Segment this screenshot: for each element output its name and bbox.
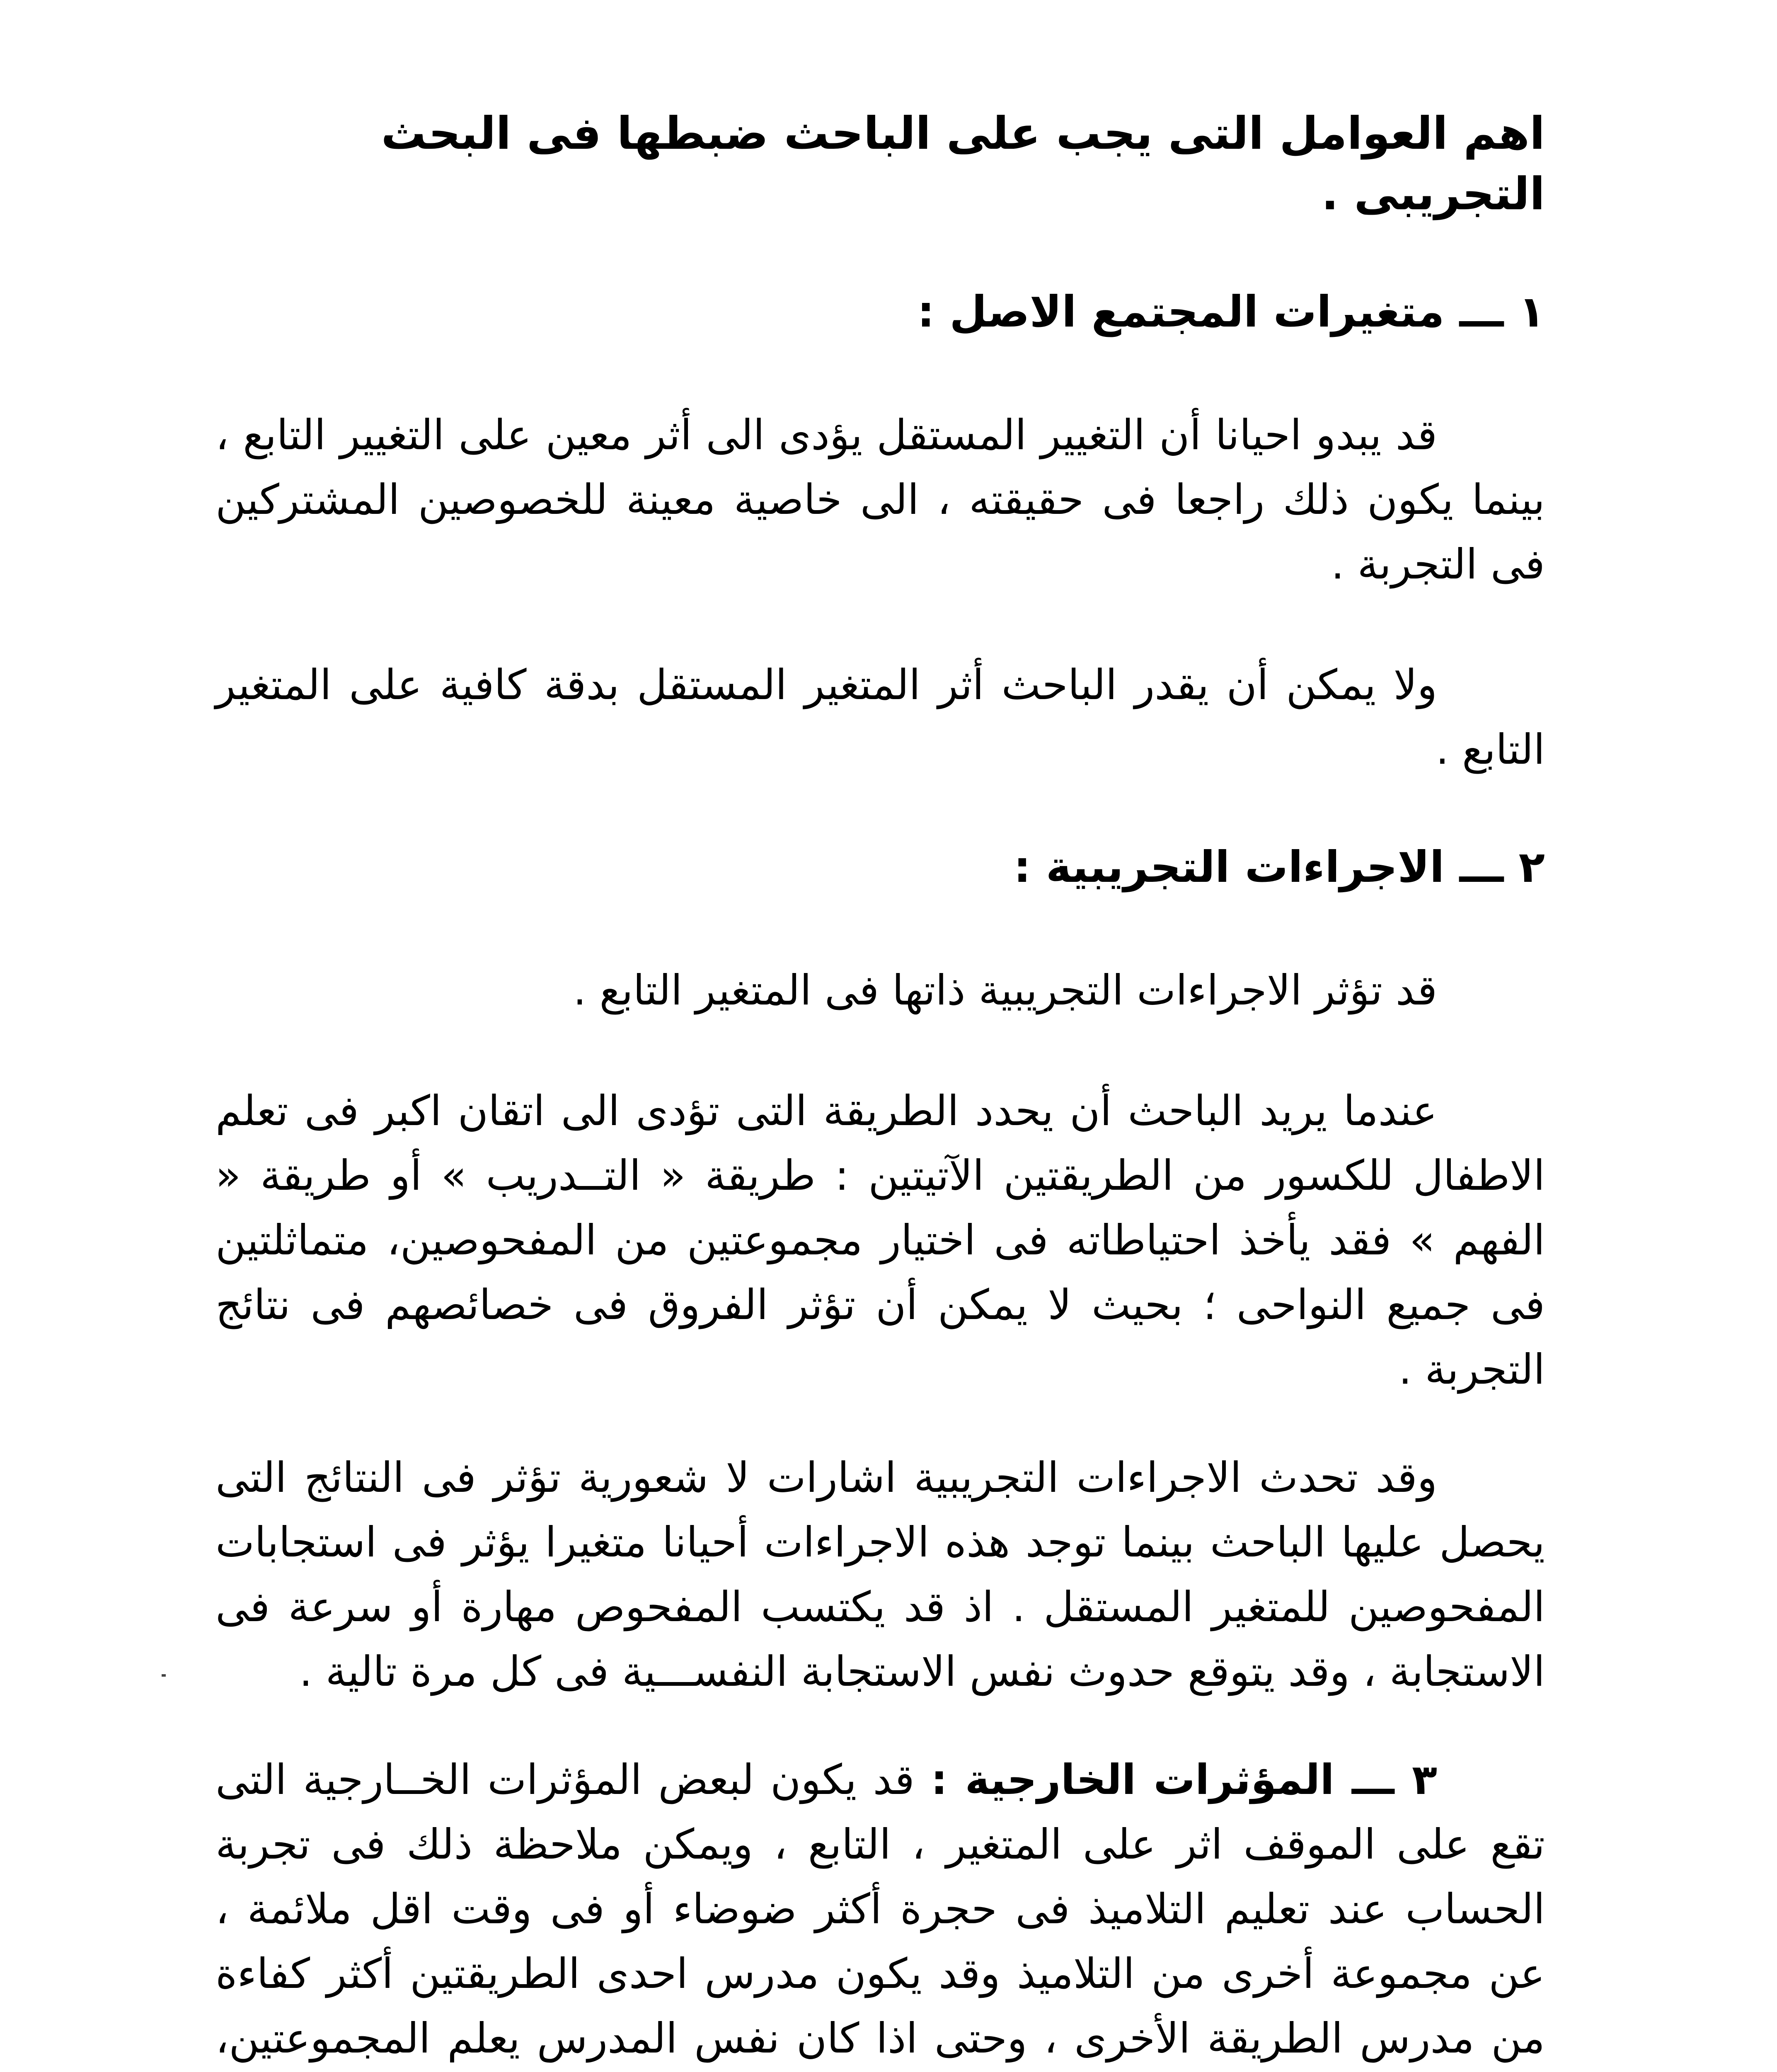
section-3-paragraph-1 xyxy=(215,1748,1545,2072)
section-1-paragraph-2: ولا يمكن أن يقدر الباحث أثر المتغير المستقل بدقة كافية على المتغير التابع . xyxy=(215,660,1545,774)
section-3-heading: ٣ ـــ المؤثرات الخارجية : xyxy=(931,1755,1438,1804)
section-1-paragraph-1: قد يبدو احيانا أن التغيير المستقل يؤدى الى أثر معين على التغيير التابع ، بينما يكون ذلك راجعا فى حقيقته ، الى خاصية معينة للخصوصين المشتركين فى التجربة . xyxy=(215,410,1545,588)
main-heading: اهم العوامل التى يجب على الباحث ضبطها فى البحث التجريبى . xyxy=(381,108,1545,220)
margin-mark xyxy=(162,1674,166,1677)
section-3-paragraph-1-text: قد يكون لبعض المؤثرات الخــارجية التى تقع على الموقف اثر على المتغير ، التابع ، ويمكن ملاحظة ذلك فى تجربة الحساب عند تعليم التلاميذ فى حجرة أكثر ضوضاء أو فى وقت اقل ملائمة ، عن مجموعة أخرى من التلاميذ وقد يكون مدرس احدى الطريقتين أكثر كفاءة من مدرس الطريقة الأخرى ، وحتى اذا كان نفس المدرس يعلم المجموعتين، xyxy=(215,1755,1545,2063)
section-2-paragraph-2: عندما يريد الباحث أن يحدد الطريقة التى تؤدى الى اتقان اكبر فى تعلم الاطفال للكسور من الطريقتين الآتيتين : طريقة « التــدريب » أو طريقة « الفهم » فقد يأخذ احتياطاته فى اختيار مجموعتين من المفحوصين، متماثلتين فى جميع النواحى ؛ بحيث لا يمكن أن تؤثر الفروق فى خصائصهم فى نتائج التجربة . xyxy=(215,1087,1545,1394)
section-2-paragraph-3: وقد تحدث الاجراءات التجريبية اشارات لا شعورية تؤثر فى النتائج التى يحصل عليها الباحث بينما توجد هذه الاجراءات أحيانا متغيرا يؤثر فى استجابات المفحوصين للمتغير المستقل . اذ قد يكتسب المفحوص مهارة أو سرعة فى الاستجابة ، وقد يتوقع حدوث نفس الاستجابة النفســـية فى كل مرة تالية . xyxy=(215,1453,1545,1696)
document-page xyxy=(215,104,1545,2072)
section-1-heading: ١ ـــ متغيرات المجتمع الاصل : xyxy=(917,286,1545,337)
section-2-paragraph-1: قد تؤثر الاجراءات التجريبية ذاتها فى المتغير التابع . xyxy=(573,966,1437,1015)
section-2-heading: ٢ ـــ الاجراءات التجريبية : xyxy=(1013,841,1545,892)
